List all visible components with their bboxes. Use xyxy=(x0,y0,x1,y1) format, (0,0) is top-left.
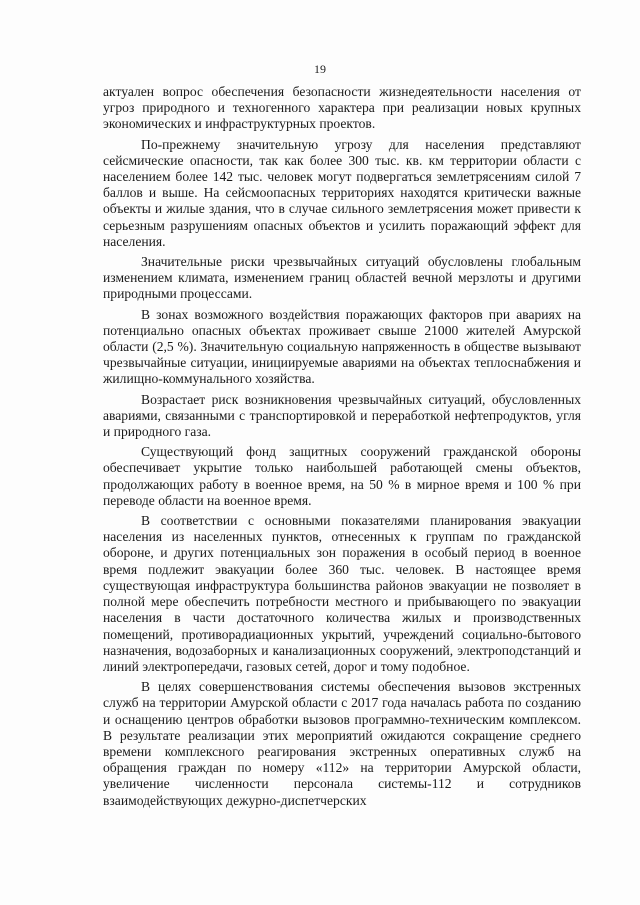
paragraph-climate-risks: Значительные риски чрезвычайных ситуаций обусловлены глобальным изменением климата, изменением границ областей вечной мерзлоты и другими природными процессами. xyxy=(103,254,581,302)
paragraph-system-112: В целях совершенствования системы обеспечения вызовов экстренных служб на территории Амурской области с 2017 года началась работа по созданию и оснащению центров обработки вызовов программно-техническим комплексом. В результате реализации этих мероприятий ожидаются сокращение среднего времени комплексного реагирования экстренных оперативных служб на обращения граждан по номеру «112» на территории Амурской области, увеличение численности персонала системы-112 и сотрудников взаимодействующих дежурно-диспетчерских xyxy=(103,679,581,808)
paragraph-continuation: актуален вопрос обеспечения безопасности жизнедеятельности населения от угроз природного и техногенного характера при реализации новых крупных экономических и инфраструктурных проектов. xyxy=(103,84,581,132)
paragraph-evacuation: В соответствии с основными показателями планирования эвакуации населения из населенных пунктов, отнесенных к группам по гражданской обороне, и других потенциальных зон поражения в особый период в военное время подлежит эвакуации более 360 тыс. человек. В настоящее время существующая инфраструктура большинства районов эвакуации не позволяет в полной мере обеспечить потребности местного и прибывающего по эвакуации населения в части достаточного количества жилых и производственных помещений, противорадиационных укрытий, учреждений социально-бытового назначения, водозаборных и канализационных сооружений, электроподстанций и линий электропередачи, газовых сетей, дорог и тому подобное. xyxy=(103,513,581,674)
paragraph-seismic-hazards: По-прежнему значительную угрозу для населения представляют сейсмические опасности, так как более 300 тыс. кв. км территории области с населением более 142 тыс. человек могут подвергаться землетрясениям силой 7 баллов и выше. На сейсмоопасных территориях находятся критически важные объекты и жилые здания, что в случае сильного землетрясения может привести к серьезным разрушениям опасных объектов и усилить поражающий эффект для населения. xyxy=(103,136,581,249)
paragraph-protective-structures: Существующий фонд защитных сооружений гражданской обороны обеспечивает укрытие только наибольшей работающей смены объектов, продолжающих работу в военное время, на 50 % в мирное время и 100 % при переводе области на военное время. xyxy=(103,444,581,508)
paragraph-hazardous-objects: В зонах возможного воздействия поражающих факторов при авариях на потенциально опасных объектах проживает свыше 21000 жителей Амурской области (2,5 %). Значительную социальную напряженность в обществе вызывают чрезвычайные ситуации, инициируемые авариями на объектах теплоснабжения и жилищно-коммунального хозяйства. xyxy=(103,306,581,387)
document-body xyxy=(103,84,581,813)
paragraph-transport-risks: Возрастает риск возникновения чрезвычайных ситуаций, обусловленных авариями, связанными с транспортировкой и переработкой нефтепродуктов, угля и природного газа. xyxy=(103,391,581,440)
page-number: 19 xyxy=(314,62,326,76)
